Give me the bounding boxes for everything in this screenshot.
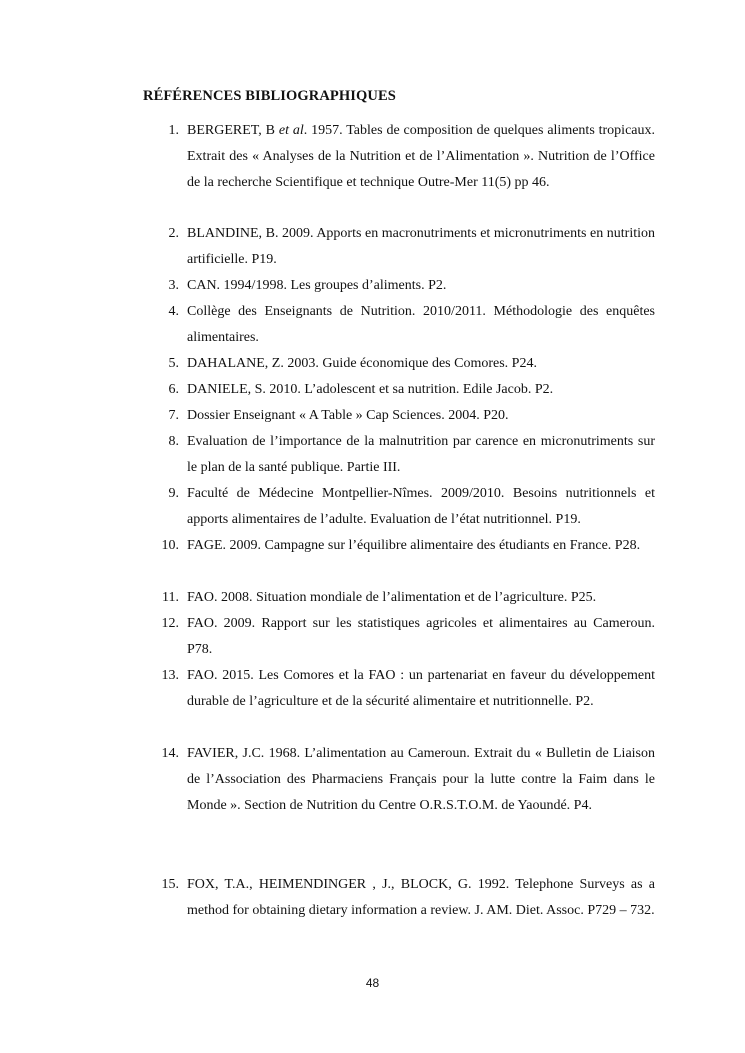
reference-item	[0, 351, 745, 377]
reference-item	[0, 299, 745, 351]
reference-text: FAO. 2015. Les Comores et la FAO : un partenariat en faveur du développement durable de l’agriculture et de la sécurité alimentaire et nutritionnelle. P2.	[187, 668, 655, 709]
reference-number: 15.	[161, 877, 179, 892]
reference-text: FAGE. 2009. Campagne sur l’équilibre alimentaire des étudiants en France. P28.	[187, 538, 641, 553]
reference-number: 4.	[168, 304, 179, 319]
reference-text: FOX, T.A., HEIMENDINGER , J., BLOCK, G. 1992. Telephone Surveys as a method for obtaining dietary information a review. J. AM. Diet. Assoc. P729 – 732.	[187, 877, 655, 918]
reference-text: Collège des Enseignants de Nutrition. 2010/2011. Méthodologie des enquêtes alimentaires.	[187, 304, 655, 345]
reference-item	[0, 611, 745, 663]
reference-item	[0, 872, 745, 950]
reference-item	[0, 663, 745, 741]
reference-item	[0, 585, 745, 611]
reference-item	[0, 403, 745, 429]
reference-item	[0, 429, 745, 481]
reference-number: 6.	[168, 382, 179, 397]
reference-number: 11.	[162, 590, 179, 605]
reference-text: BLANDINE, B. 2009. Apports en macronutriments et micronutriments en nutrition artificielle. P19.	[187, 226, 655, 267]
reference-item	[0, 741, 745, 845]
reference-text: FAVIER, J.C. 1968. L’alimentation au Cameroun. Extrait du « Bulletin de Liaison de l’Association des Pharmaciens Français pour la lutte contre la Faim dans le Monde ». Section de Nutrition du Centre O.R.S.T.O.M. de Yaoundé. P4.	[187, 746, 655, 813]
reference-text: CAN. 1994/1998. Les groupes d’aliments. P2.	[187, 278, 447, 293]
reference-item	[0, 481, 745, 533]
reference-number: 14.	[161, 746, 179, 761]
reference-item	[0, 221, 745, 273]
reference-number: 10.	[161, 538, 179, 553]
reference-number: 8.	[168, 434, 179, 449]
reference-text: FAO. 2008. Situation mondiale de l’alimentation et de l’agriculture. P25.	[187, 590, 597, 605]
reference-item	[0, 533, 745, 585]
reference-item	[0, 118, 745, 221]
reference-number: 9.	[168, 486, 179, 501]
reference-text: Dossier Enseignant « A Table » Cap Sciences. 2004. P20.	[187, 408, 509, 423]
reference-text: Evaluation de l’importance de la malnutrition par carence en micronutriments sur le plan de la santé publique. Partie III.	[187, 434, 655, 475]
reference-text: DANIELE, S. 2010. L’adolescent et sa nutrition. Edile Jacob. P2.	[187, 382, 554, 397]
reference-number: 1.	[168, 123, 179, 138]
page-number: 48	[365, 976, 380, 990]
reference-text: DAHALANE, Z. 2003. Guide économique des Comores. P24.	[187, 356, 537, 371]
reference-number: 2.	[168, 226, 179, 241]
reference-number: 13.	[161, 668, 179, 683]
reference-text: BERGERET, B et al. 1957. Tables de composition de quelques aliments tropicaux. Extrait des « Analyses de la Nutrition et de l’Alimentation ». Nutrition de l’Office de la recherche Scientifique et technique Outre-Mer 11(5) pp 46.	[187, 123, 655, 190]
reference-number: 12.	[161, 616, 179, 631]
reference-list	[0, 118, 745, 950]
reference-number: 5.	[168, 356, 179, 371]
reference-item	[0, 273, 745, 299]
reference-number: 3.	[168, 278, 179, 293]
reference-item	[0, 377, 745, 403]
reference-text: Faculté de Médecine Montpellier-Nîmes. 2009/2010. Besoins nutritionnels et apports alimentaires de l’adulte. Evaluation de l’état nutritionnel. P19.	[187, 486, 655, 527]
page-title: RÉFÉRENCES BIBLIOGRAPHIQUES	[143, 88, 396, 104]
reference-number: 7.	[168, 408, 179, 423]
reference-text: FAO. 2009. Rapport sur les statistiques agricoles et alimentaires au Cameroun. P78.	[187, 616, 655, 657]
